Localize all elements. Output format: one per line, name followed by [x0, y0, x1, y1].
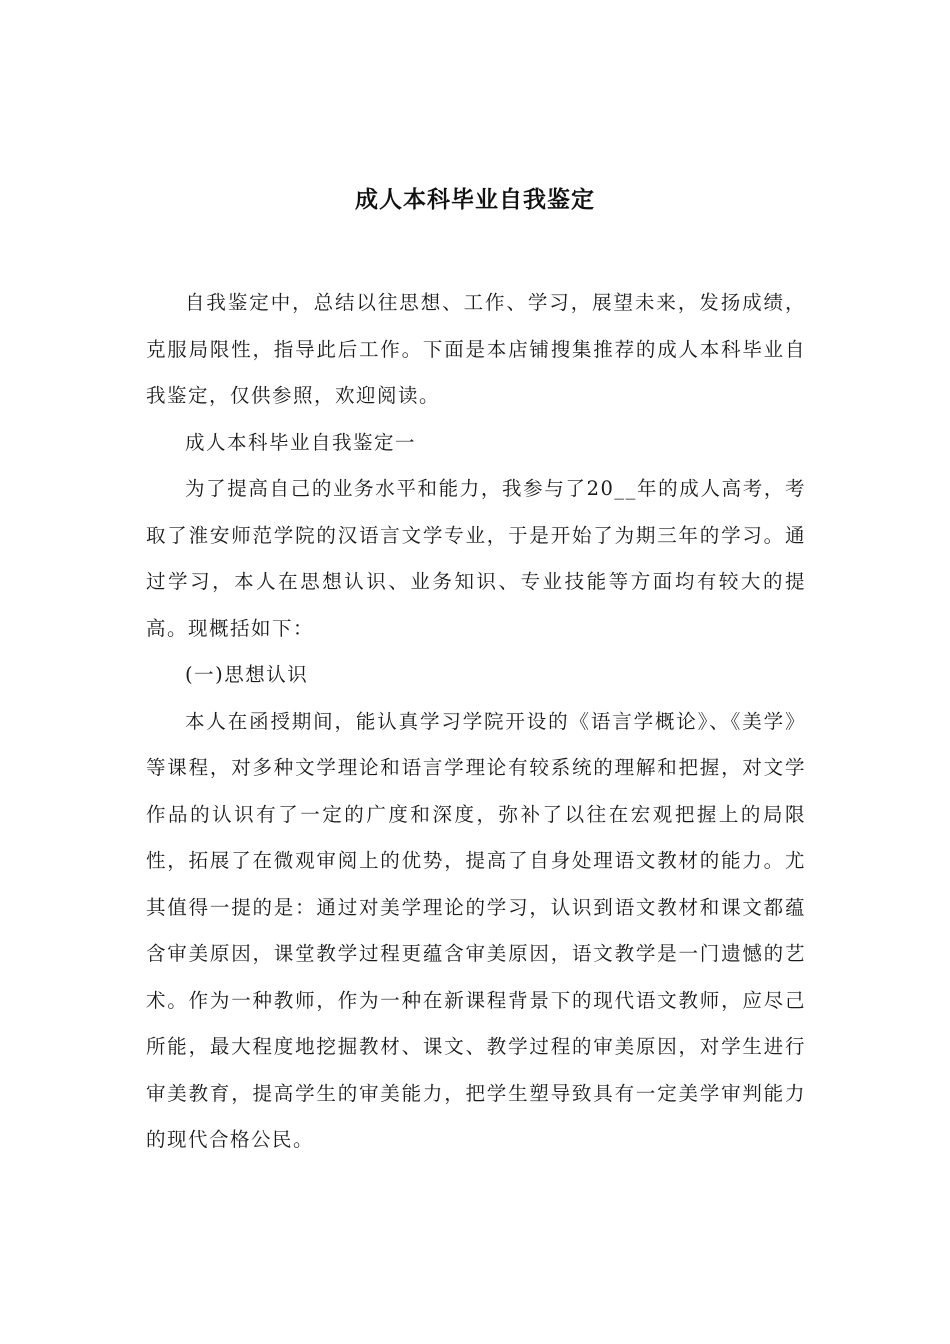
section-heading-one: 成人本科毕业自我鉴定一: [185, 430, 417, 454]
thought-paragraph: 本人在函授期间，能认真学习学院开设的《语言学概论》、《美学》等课程，对多种文学理论和语言学理论有较系统的理解和把握，对文学作品的认识有了一定的广度和深度，弥补了以往在宏观把握上的局限性，拓展了在微观审阅上的优势，提高了自身处理语文教材的能力。尤其值得一提的是：通过对美学理论的学习，认识到语文教材和课文都蕴含审美原因，课堂教学过程更蕴含审美原因，语文教学是一门遗憾的艺术。作为一种教师，作为一种在新课程背景下的现代语文教师，应尽己所能，最大程度地挖掘教材、课文、教学过程的审美原因，对学生进行审美教育，提高学生的审美能力，把学生塑导致具有一定美学审判能力的现代合格公民。: [146, 709, 806, 1151]
document-title: 成人本科毕业自我鉴定: [355, 187, 595, 213]
intro-paragraph: 自我鉴定中，总结以往思想、工作、学习，展望未来，发扬成绩，克服局限性，指导此后工作。下面是本店铺搜集推荐的成人本科毕业自我鉴定，仅供参照，欢迎阅读。: [146, 291, 806, 407]
document-body: [146, 280, 806, 1164]
subsection-heading-thought: (一)思想认识: [185, 663, 309, 686]
study-paragraph: 为了提高自己的业务水平和能力，我参与了20__年的成人高考，考取了淮安师范学院的汉语言文学专业，于是开始了为期三年的学习。通过学习，本人在思想认识、业务知识、专业技能等方面均有较大的提高。现概括如下：: [146, 477, 806, 640]
